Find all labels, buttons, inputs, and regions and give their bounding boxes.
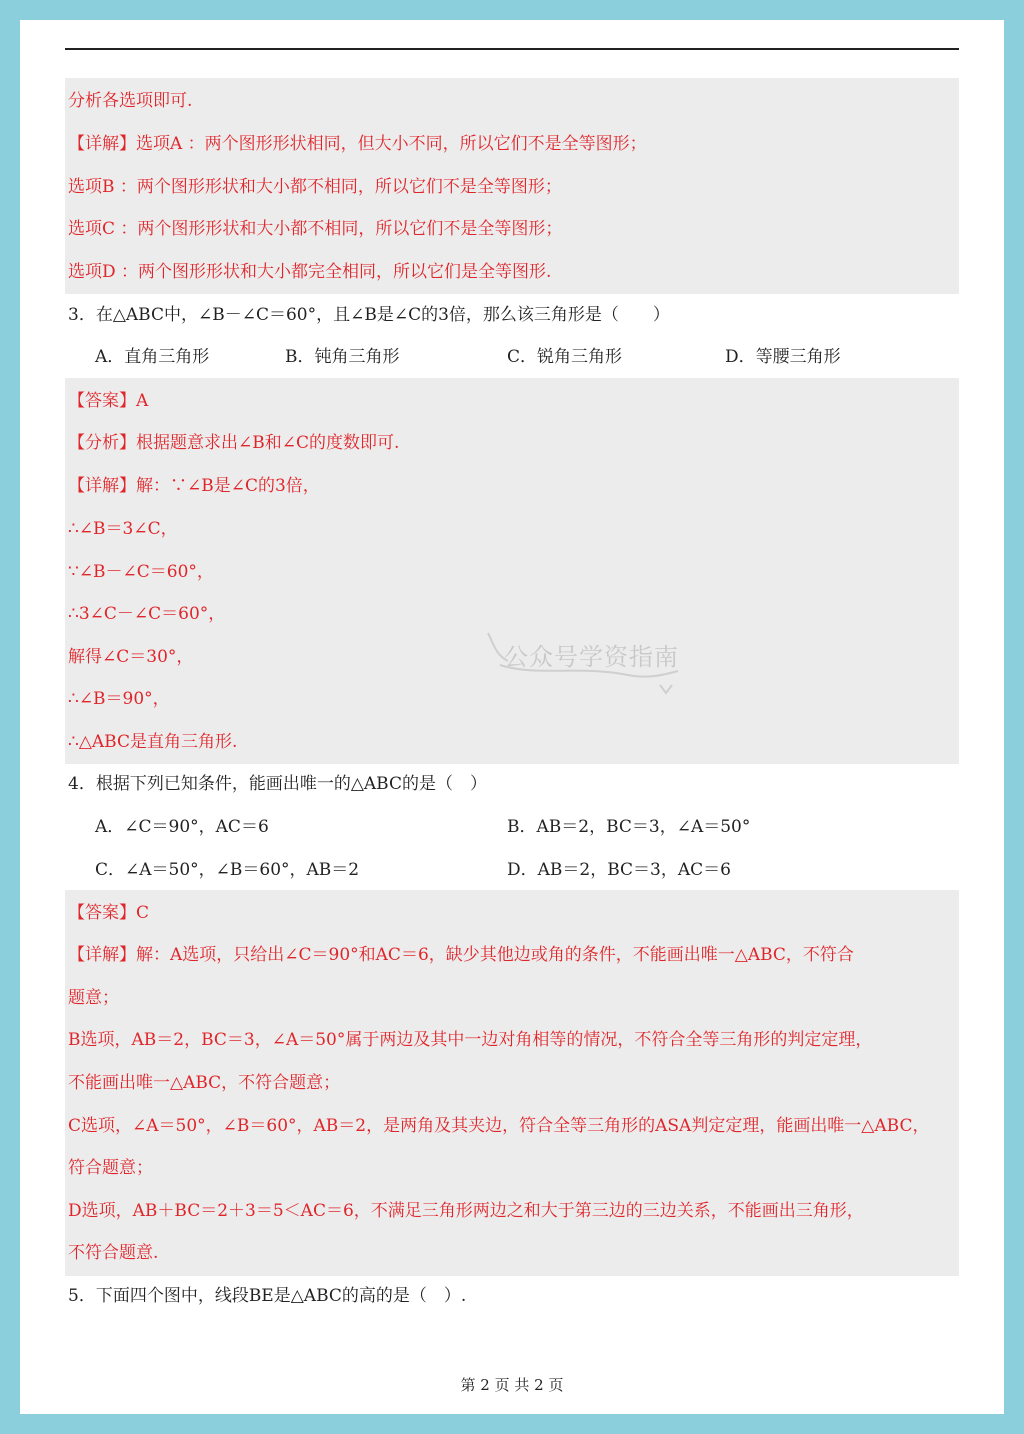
q4-detail-line: C选项，∠A＝50°，∠B＝60°，AB＝2，是两角及其夹边，符合全等三角形的ASA判定定理，能画出唯一△ABC， <box>68 1116 930 1136</box>
q3-detail-line: ∵∠B－∠C＝60°， <box>68 562 214 582</box>
q3-detail-line: ∴∠B＝3∠C， <box>68 519 178 539</box>
q3-analysis: 【分析】根据题意求出∠B和∠C的度数即可. <box>68 433 400 453</box>
q2-detail-line: 选项B ：两个图形形状和大小都不相同，所以它们不是全等图形； <box>68 177 562 197</box>
watermark-text: 公众号学资指南 <box>504 643 679 671</box>
q5-stem: 5．下面四个图中，线段BE是△ABC的高的是（ ）. <box>68 1286 467 1306</box>
q4-stem: 4．根据下列已知条件，能画出唯一的△ABC的是（ ） <box>68 774 487 794</box>
q3-detail-line: 【详解】解：∵∠B是∠C的3倍， <box>68 476 320 496</box>
q3-detail-line: ∴3∠C－∠C＝60°， <box>68 604 226 624</box>
q3-detail-line: ∴∠B＝90°， <box>68 689 170 709</box>
q3-option-a: A．直角三角形 <box>95 347 210 367</box>
q3-option-d: D．等腰三角形 <box>725 347 841 367</box>
q3-detail-line: ∴△ABC是直角三角形. <box>68 732 238 752</box>
header-rule <box>65 48 959 50</box>
q2-analysis-line: 分析各选项即可. <box>68 91 193 111</box>
q3-detail-line: 解得∠C＝30°， <box>68 647 194 667</box>
q4-answer: 【答案】C <box>68 903 150 923</box>
q2-detail-line: 选项D ：两个图形形状和大小都完全相同，所以它们是全等图形. <box>68 262 552 282</box>
q2-detail-line: 【详解】选项A ：两个图形形状相同，但大小不同，所以它们不是全等图形； <box>68 134 647 154</box>
q2-detail-line: 选项C ：两个图形形状和大小都不相同，所以它们不是全等图形； <box>68 219 563 239</box>
q4-option-b: B．AB＝2，BC＝3，∠A＝50° <box>507 817 751 837</box>
watermark <box>478 625 688 705</box>
q3-option-c: C．锐角三角形 <box>507 347 623 367</box>
q4-detail-line: 不能画出唯一△ABC，不符合题意； <box>68 1073 341 1093</box>
q4-option-d: D．AB＝2，BC＝3，AC＝6 <box>507 860 731 880</box>
q4-detail-line: 题意； <box>68 988 119 1008</box>
q3-stem: 3．在△ABC中，∠B－∠C＝60°，且∠B是∠C的3倍，那么该三角形是（ ） <box>68 305 670 325</box>
q4-option-a: A．∠C＝90°，AC＝6 <box>95 817 269 837</box>
q4-detail-line: 符合题意； <box>68 1158 153 1178</box>
q4-option-c: C．∠A＝50°，∠B＝60°，AB＝2 <box>95 860 360 880</box>
page-footer: 第 2 页 共 2 页 <box>460 1376 564 1394</box>
q3-option-b: B．钝角三角形 <box>285 347 400 367</box>
document-page <box>20 20 1004 1414</box>
q4-detail-line: 不符合题意. <box>68 1243 159 1263</box>
q4-detail-line: D选项，AB＋BC＝2＋3＝5＜AC＝6，不满足三角形两边之和大于第三边的三边关系，不能画出三角形， <box>68 1201 864 1221</box>
q3-answer: 【答案】A <box>68 391 149 411</box>
q4-detail-line: B选项，AB＝2，BC＝3，∠A＝50°属于两边及其中一边对角相等的情况，不符合全等三角形的判定定理， <box>68 1030 873 1050</box>
q4-detail-line: 【详解】解：A选项，只给出∠C＝90°和AC＝6，缺少其他边或角的条件，不能画出唯一△ABC，不符合 <box>68 945 854 965</box>
